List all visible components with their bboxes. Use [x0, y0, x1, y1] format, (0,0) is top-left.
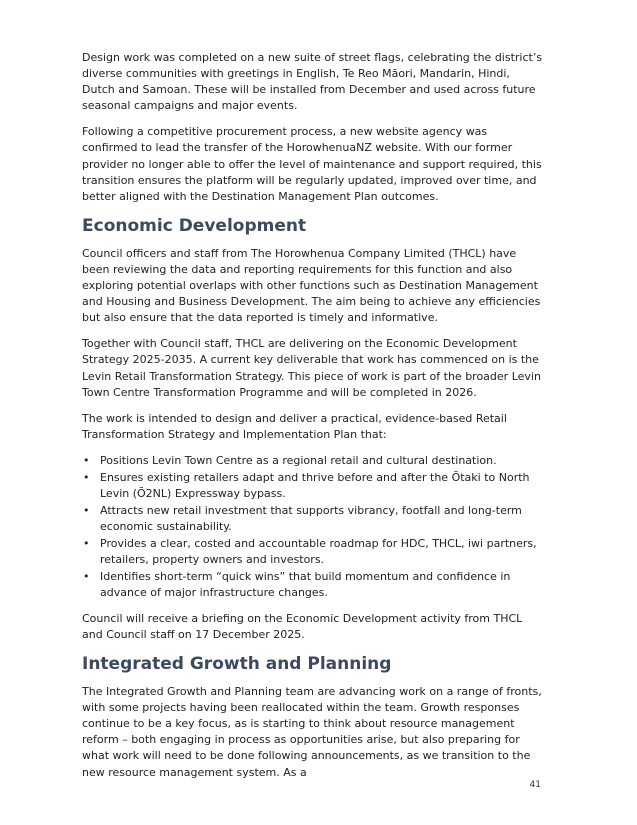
- heading-integrated-growth-planning: Integrated Growth and Planning: [82, 654, 392, 675]
- bullet-icon: •: [83, 536, 90, 550]
- heading-economic-development: Economic Development: [82, 215, 307, 236]
- list-item: [82, 470, 544, 502]
- paragraph-data-reporting: Council officers and staff from The Horowhenua Company Limited (THCL) have been reviewing the data and reporting requirements for this function and also exploring potential overlaps with other functions such as Destination Management and Housing and Business Development. The aim being to achieve any efficiencies but also ensure that the data reported is timely and informative.: [82, 246, 541, 325]
- paragraph-street-flags: Design work was completed on a new suite of street flags, celebrating the district’s diverse communities with greetings in English, Te Reo Māori, Mandarin, Hindi, Dutch and Samoan. These will be installed from December and used across future seasonal campaigns and major events.: [82, 51, 543, 113]
- paragraph-website-agency: Following a competitive procurement process, a new website agency was confirmed to lead the transfer of the HorowhenuaNZ website. With our former provider no longer able to offer the level of maintenance and support required, this transition ensures the platform will be regularly updated, improved over time, and better aligned with the Destination Management Plan outcomes.: [82, 125, 542, 203]
- list-item-text: Identifies short-term “quick wins” that build momentum and confidence in advance of major infrastructure changes.: [100, 569, 511, 599]
- list-item-text: Positions Levin Town Centre as a regional retail and cultural destination.: [100, 453, 497, 467]
- list-item: [82, 453, 544, 469]
- bullet-icon: •: [83, 503, 90, 517]
- list-item: [82, 536, 544, 568]
- retail-strategy-bullet-list: [82, 453, 544, 601]
- list-item: [82, 503, 544, 535]
- list-item: [82, 569, 544, 601]
- page-number: 41: [529, 780, 541, 790]
- paragraph-retail-strategy-intro: The work is intended to design and deliver a practical, evidence-based Retail Transformation Strategy and Implementation Plan that:: [82, 411, 507, 441]
- document-page: [82, 50, 544, 791]
- list-item-text: Provides a clear, costed and accountable roadmap for HDC, THCL, iwi partners, retailers, property owners and investors.: [100, 536, 537, 566]
- bullet-icon: •: [83, 470, 90, 484]
- bullet-icon: •: [83, 453, 90, 467]
- bullet-icon: •: [83, 569, 90, 583]
- list-item-text: Attracts new retail investment that supports vibrancy, footfall and long-term economic sustainability.: [100, 503, 522, 533]
- paragraph-integrated-growth: The Integrated Growth and Planning team are advancing work on a range of fronts, with some projects having been reallocated within the team. Growth responses continue to be a key focus, as is starting to think about resource management reform – both engaging in process as opportunities arise, but also preparing for what work will need to be done following announcements, as we transition to the new resource management system. As a: [82, 685, 542, 779]
- paragraph-council-briefing: Council will receive a briefing on the Economic Development activity from THCL and Council staff on 17 December 2025.: [82, 611, 523, 641]
- paragraph-economic-strategy: Together with Council staff, THCL are delivering on the Economic Development Strategy 2025-2035. A current key deliverable that work has commenced on is the Levin Retail Transformation Strategy. This piece of work is part of the broader Levin Town Centre Transformation Programme and will be completed in 2026.: [82, 337, 541, 399]
- list-item-text: Ensures existing retailers adapt and thrive before and after the Ōtaki to North Levin (Ō2NL) Expressway bypass.: [100, 470, 530, 500]
